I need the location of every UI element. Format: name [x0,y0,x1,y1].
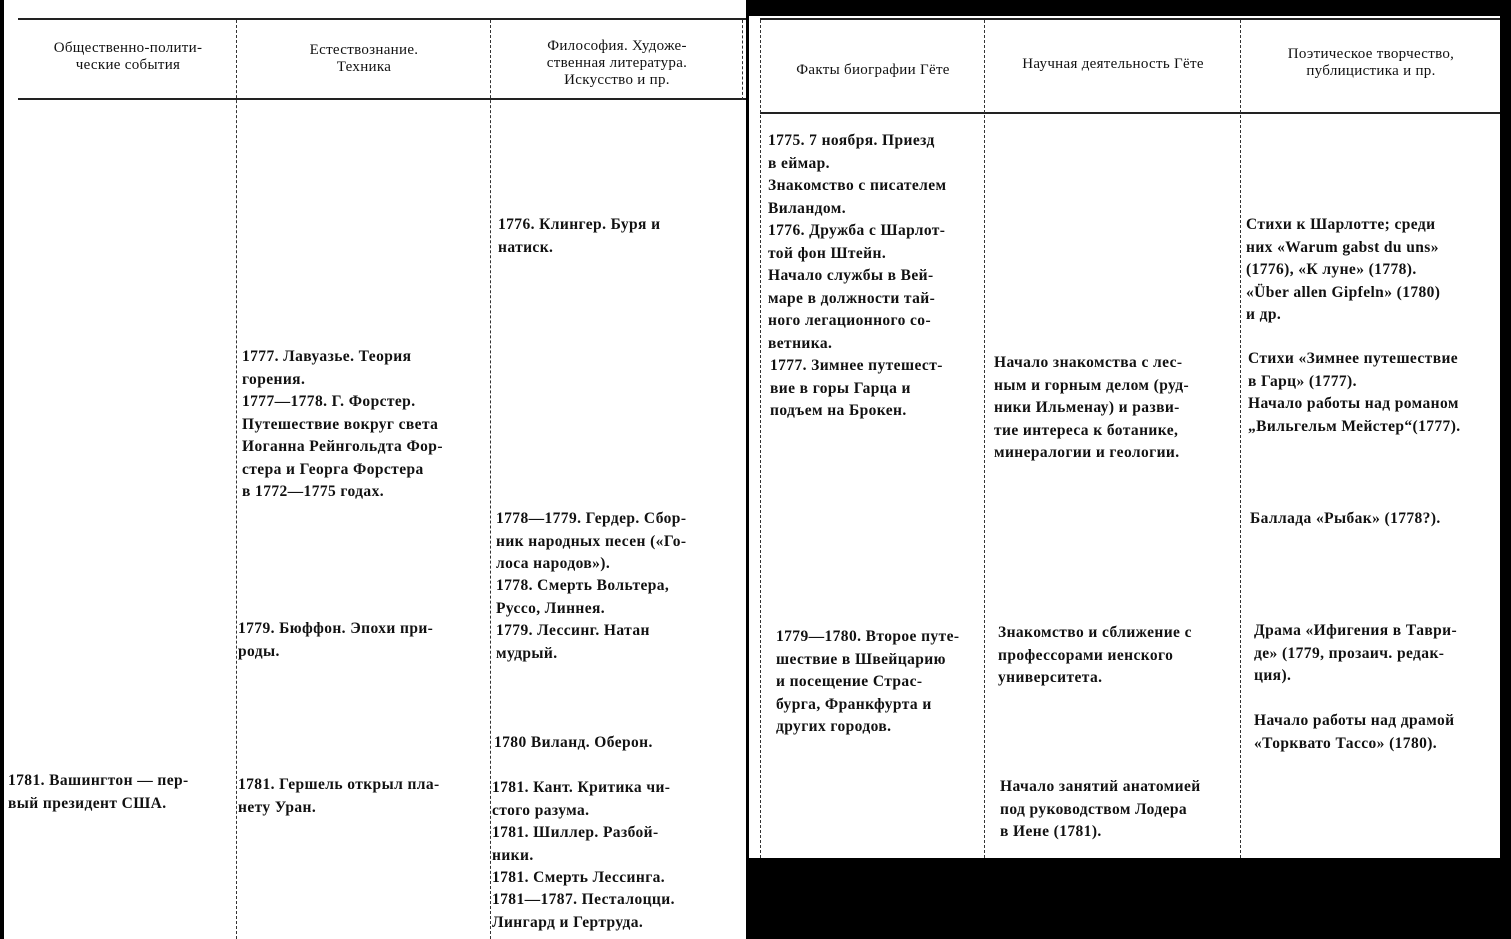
poetry-torquato-tasso: Начало работы над драмой «Торквато Тассо» (1780). [1254,712,1455,752]
right-top-rule [760,18,1500,20]
science-forestry-mining: Начало знакомства с лес- ным и горным делом (руд- ники Ильменау) и разви- тие интереса к ботанике, минералогии и геологии. [994,354,1190,461]
scan-border-left-page [0,0,4,939]
scan-border-right [1500,0,1511,939]
event-washington-president: 1781. Вашингтон — пер- вый президент США. [8,772,189,812]
scan-border-bottom-right [748,858,1511,939]
science-anatomy: Начало занятий анатомией под руководством Лодера в Иене (1781). [1000,778,1201,840]
left-top-rule [18,18,746,20]
entry-kant: 1781. Кант. Критика чи- стого разума. [492,779,671,819]
entry-pestalozzi: 1781—1787. Песталоцци. Лингард и Гертруда. [492,891,675,931]
left-header-rule [18,98,746,100]
poetry-iphigenie: Драма «Ифигения в Таври- де» (1779, прозаич. редак- ция). [1254,622,1458,684]
poetry-fisherman-ballad: Баллада «Рыбак» (1778?). [1250,510,1441,527]
bio-wieland-acquaintance: Знакомство с писателем Виландом. [768,177,947,217]
entry-klinger: 1776. Клингер. Буря и натиск. [498,216,661,256]
divider-left-edge [742,20,744,100]
header-poetry-publicism: Поэтическое творчество, публицистика и пр. [1287,46,1455,79]
header-natural-science: Естествознание. Техника [309,42,419,75]
entry-schiller: 1781. Шиллер. Разбой- ники. [492,824,659,864]
divider-col4-col5 [984,20,986,858]
scan-gutter [746,0,749,939]
poetry-charlotte-poems: Стихи к Шарлотте; среди них «Warum gabst du uns» (1776), «К луне» (1778). «Über allen Gipfeln» (1780) и др. [1246,216,1441,323]
header-goethe-science: Научная деятельность Гёте [1022,56,1204,72]
entry-wieland-oberon: 1780 Виланд. Оберон. [494,734,653,751]
header-philosophy-literature: Философия. Художе- ственная литература. Искусство и пр. [546,38,688,88]
poetry-wilhelm-meister: Начало работы над романом „Вильгельм Мейстер“(1777). [1248,395,1461,435]
bio-charlotte-stein: 1776. Дружба с Шарлот- той фон Штейн. [768,222,946,262]
header-social-political-events: Общественно-полити- ческие события [53,40,203,73]
entry-herder: 1778—1779. Гердер. Сбор- ник народных песен («Го- лоса народов»). [496,510,687,572]
entry-buffon: 1779. Бюффон. Эпохи при- роды. [238,620,434,660]
poetry-winter-journey: Стихи «Зимнее путешествие в Гарц» (1777). [1248,350,1459,390]
entry-lessing-nathan: 1779. Лессинг. Натан мудрый. [496,622,650,662]
science-jena-professors: Знакомство и сближение с профессорами иенского университета. [998,624,1192,686]
entry-lavoisier: 1777. Лавуазье. Теория горения. [242,348,412,388]
right-header-rule [760,112,1500,114]
bio-harz-journey: 1777. Зимнее путешест- вие в горы Гарца и подъем на Брокен. [770,357,943,419]
entry-herschel: 1781. Гершель открыл пла- нету Уран. [238,776,440,816]
header-goethe-biography: Факты биографии Гёте [796,62,950,78]
divider-col5-col6 [1240,20,1242,858]
entry-forster: 1777—1778. Г. Форстер. Путешествие вокруг света Иоганна Рейнгольдта Фор- стера и Георга Форстера в 1772—1775 годах. [242,393,443,500]
entry-lessing-death: 1781. Смерть Лессинга. [492,869,666,886]
bio-switzerland-journey: 1779—1780. Второе путе- шествие в Швейцарию и посещение Страс- бурга, Франкфурта и других городов. [776,628,960,735]
scan-border-top-right [748,0,1511,16]
entry-voltaire-death: 1778. Смерть Вольтера, Руссо, Линнея. [496,577,670,617]
bio-arrival-weimar: 1775. 7 ноября. Приезд в еймар. [768,132,935,172]
bio-service-weimar: Начало службы в Вей- маре в должности тай- ного легационного со- ветника. [768,267,936,352]
divider-right-start [760,20,762,858]
